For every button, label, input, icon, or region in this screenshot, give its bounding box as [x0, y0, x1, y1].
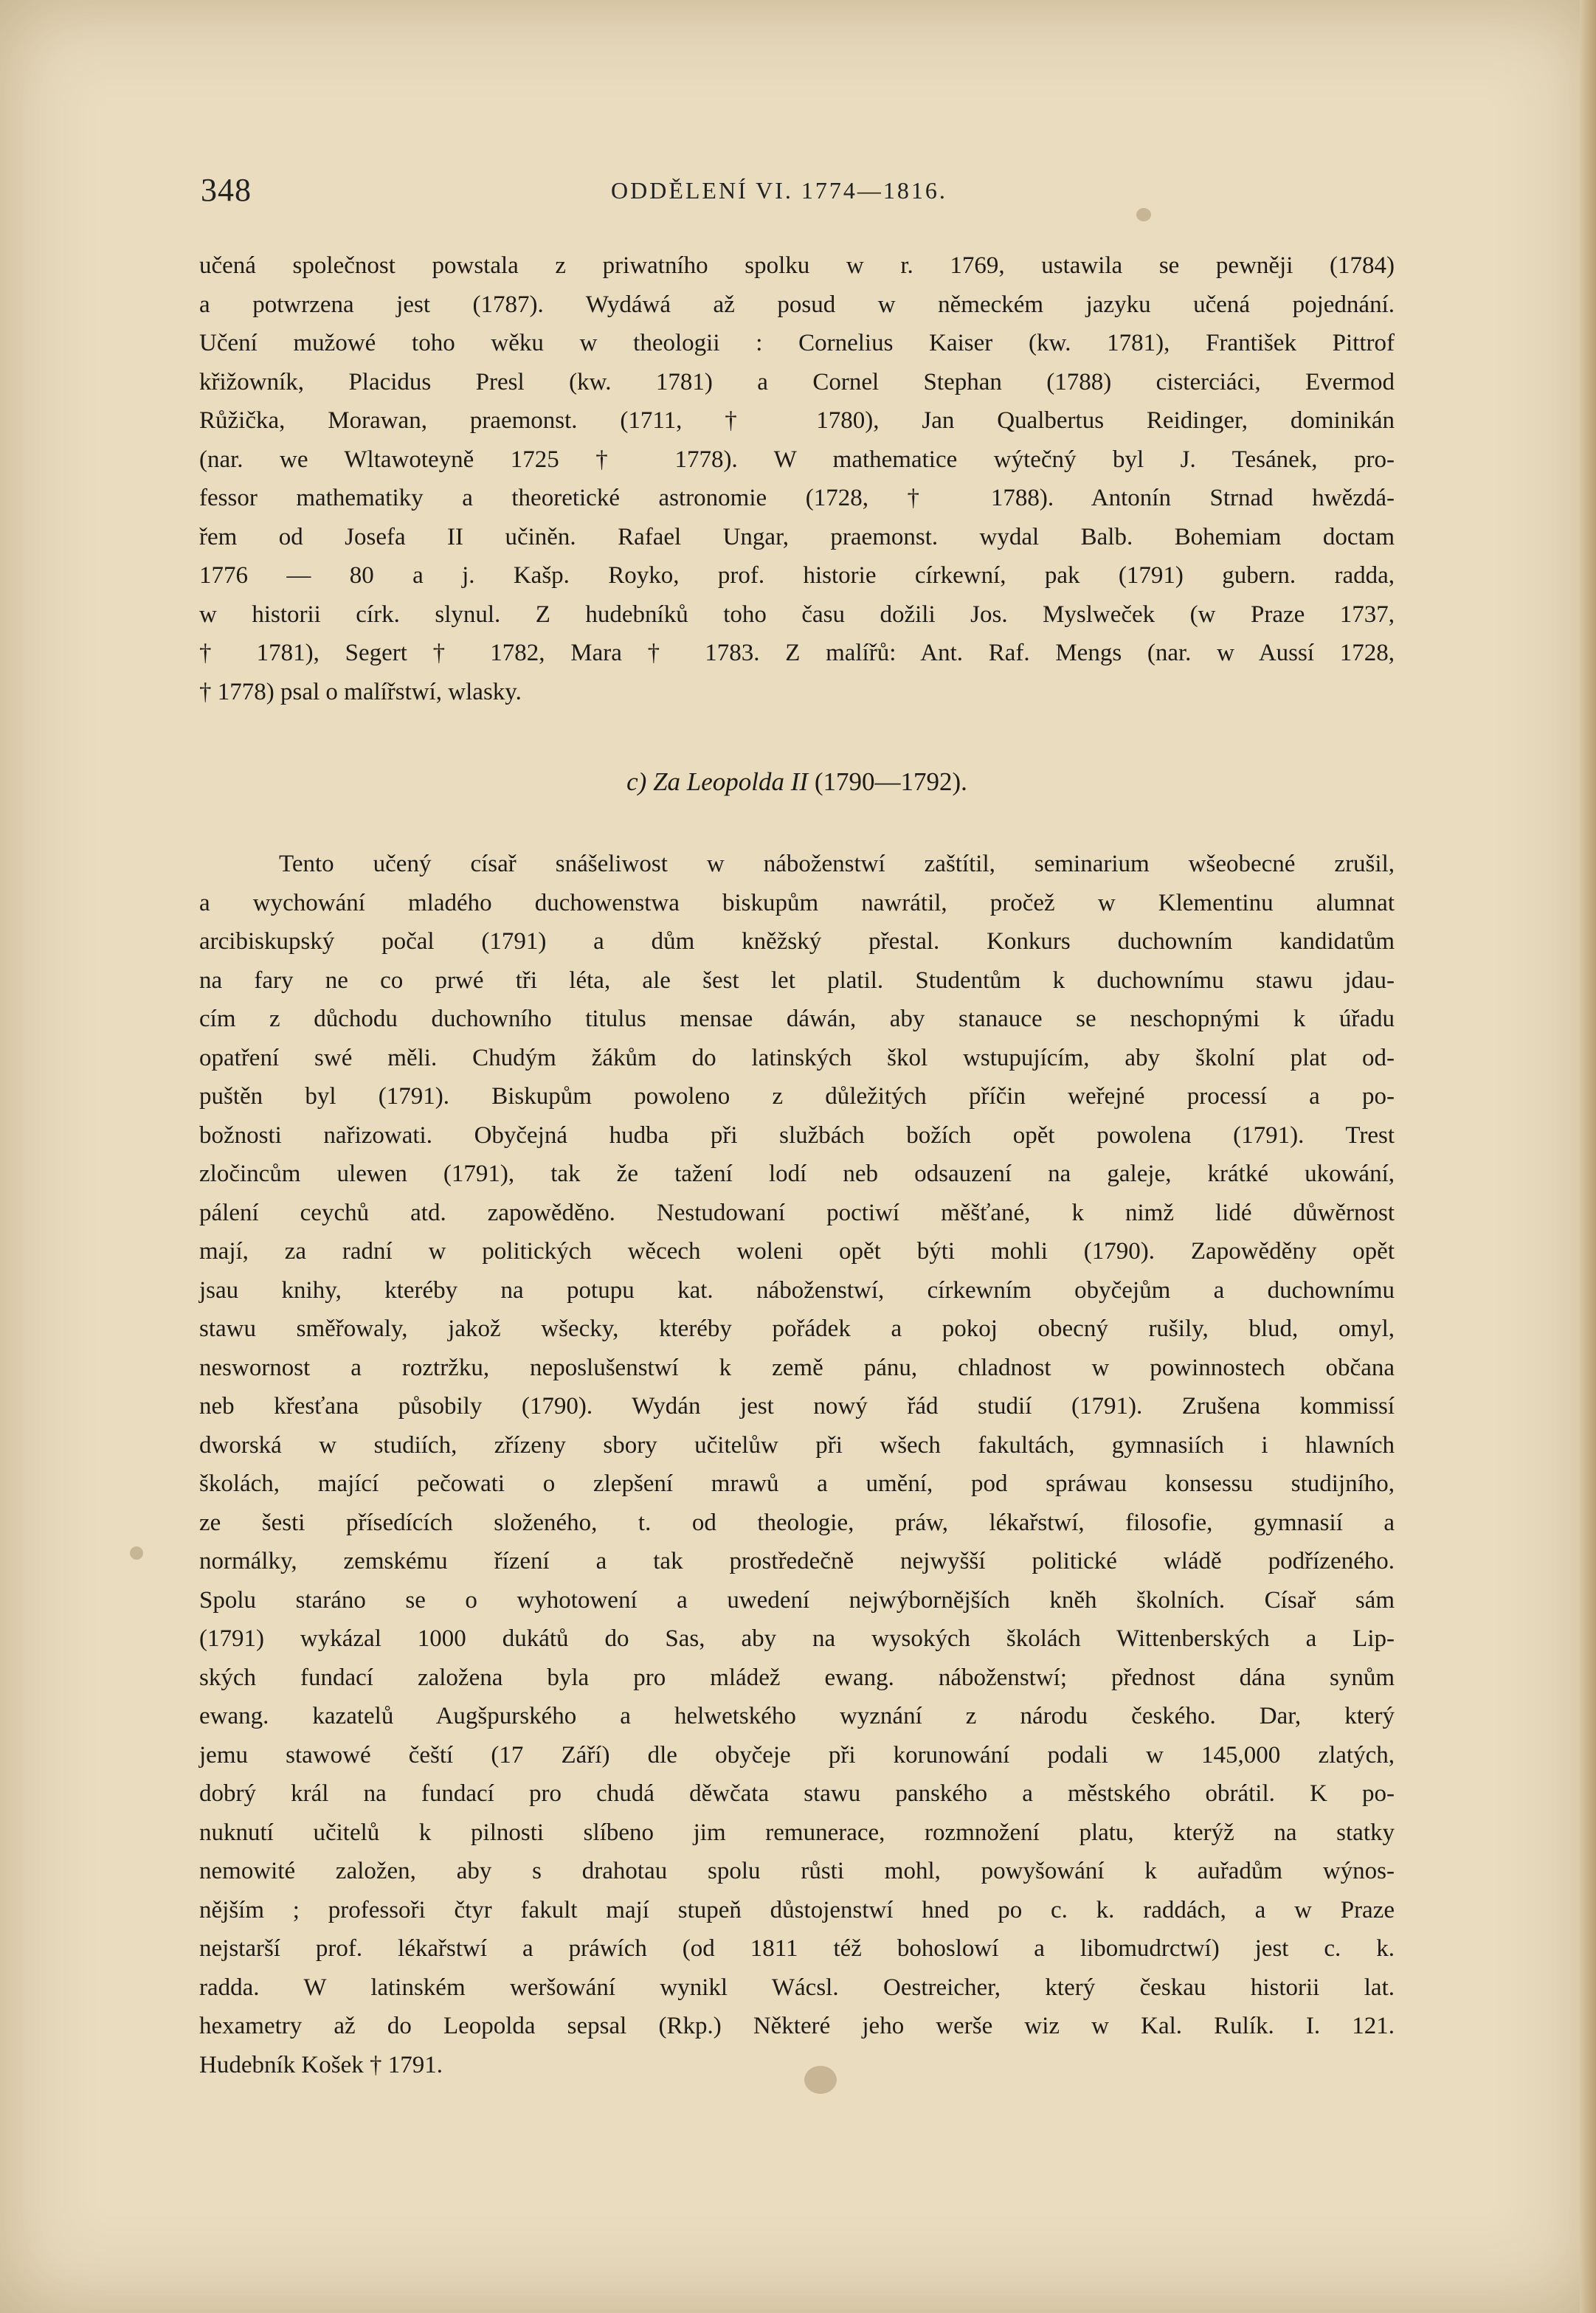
text-line: 1776 — 80 a j. Kašp. Royko, prof. historie církewní, pak (1791) gubern. radda, — [199, 562, 1395, 589]
text-line: ze šesti přísedících složeného, t. od theologie, práw, lékařstwí, filosofie, gymnasií a — [199, 1509, 1395, 1536]
text-line: w historii círk. slynul. Z hudebníků toho času dožili Jos. Myslweček (w Praze 1737, — [199, 601, 1395, 628]
text-line: řem od Josefa II učiněn. Rafael Ungar, praemonst. wydal Balb. Bohemiam doctam — [199, 523, 1395, 550]
text-line: (1791) wykázal 1000 dukátů do Sas, aby na wysokých školách Wittenberských a Lip- — [199, 1625, 1395, 1652]
text-line: pálení ceychů atd. zapowěděno. Nestudowaní poctiwí měšťané, k nimž lidé důwěrnost — [199, 1199, 1395, 1226]
text-line: a wychowání mladého duchowenstwa biskupům nawrátil, pročež w Klementinu alumnat — [199, 889, 1395, 916]
text-line: Učení mužowé toho wěku w theologii : Cornelius Kaiser (kw. 1781), František Pittrof — [199, 330, 1395, 356]
paragraph-1 — [199, 246, 1395, 711]
text-line: nuknutí učitelů k pilnosti slíbeno jim remunerace, rozmnožení platu, kterýž na statky — [199, 1819, 1395, 1846]
paragraph-2 — [199, 845, 1395, 2084]
section-years: (1790—1792). — [814, 767, 967, 796]
text-line: na fary ne co prwé tři léta, ale šest let platil. Studentům k duchownímu stawu jdau- — [199, 967, 1395, 994]
text-line: jemu stawowé čeští (17 Září) dle obyčeje při korunowání podali w 145,000 zlatých, — [199, 1741, 1395, 1769]
section-title: Za Leopolda II — [653, 767, 809, 796]
text-line: Růžička, Morawan, praemonst. (1711, † 1780), Jan Qualbertus Reidinger, dominikán — [199, 407, 1395, 434]
text-line: radda. W latinském weršowání wynikl Wácsl. Oestreicher, který českau historii lat. — [199, 1974, 1395, 2001]
page-number: 348 — [201, 172, 252, 208]
text-line: Tento učený císař snášeliwost w náboženstwí zaštítil, seminarium wšeobecné zrušil, — [279, 851, 1395, 877]
paper-stain — [130, 1546, 143, 1560]
text-line: dworská w studiích, zřízeny sbory učitelůw při wšech fakultách, gymnasiích i hlawních — [199, 1431, 1395, 1459]
text-line: hexametry až do Leopolda sepsal (Rkp.) Některé jeho werše wiz w Kal. Rulík. I. 121. — [199, 2013, 1395, 2039]
section-heading — [199, 767, 1395, 797]
text-line: nějším ; professoři čtyr fakult mají stupeň důstojenstwí hned po c. k. raddách, a w Praze — [199, 1896, 1395, 1923]
text-line: † 1781), Segert † 1782, Mara † 1783. Z malířů: Ant. Raf. Mengs (nar. w Aussí 1728, — [199, 640, 1395, 666]
text-line: Hudebník Košek † 1791. — [199, 2051, 443, 2078]
running-head-title: ODDĚLENÍ VI. 1774—1816. — [611, 177, 947, 204]
text-line: křižowník, Placidus Presl (kw. 1781) a Cornel Stephan (1788) cisterciáci, Evermod — [199, 368, 1395, 395]
text-line: božnosti nařizowati. Obyčejná hudba při službách božích opět powolena (1791). Trest — [199, 1121, 1395, 1149]
text-line: ewang. kazatelů Augšpurského a helwetského wyznání z národu českého. Dar, který — [199, 1703, 1395, 1729]
text-line: normálky, zemskému řízení a tak prostředečně nejwyšší politické wládě podřízeného. — [199, 1548, 1395, 1574]
text-line: nejstarší prof. lékařstwí a práwích (od 1811 též bohoslowí a libomudrctwí) jest c. k. — [199, 1935, 1395, 1962]
text-line: fessor mathematiky a theoretické astronomie (1728, † 1788). Antonín Strnad hwězdá- — [199, 485, 1395, 511]
text-line: zločincům ulewen (1791), tak že tažení lodí neb odsauzení na galeje, krátké ukowání, — [199, 1161, 1395, 1187]
text-line: a potwrzena jest (1787). Wydáwá až posud w německém jazyku učená pojednání. — [199, 291, 1395, 318]
text-line: mají, za radní w politických wěcech woleni opět býti mohli (1790). Zapowěděny opět — [199, 1238, 1395, 1265]
text-line: školách, mající pečowati o zlepšení mrawů a umění, pod spráwau konsessu studijního, — [199, 1470, 1395, 1497]
running-head — [201, 171, 1396, 215]
text-line: neswornost a roztržku, neposlušenstwí k země pánu, chladnost w powinnostech občana — [199, 1354, 1395, 1381]
text-line: Spolu staráno se o wyhotowení a uwedení nejwýbornějších kněh školních. Císař sám — [199, 1586, 1395, 1614]
text-line: puštěn byl (1791). Biskupům powoleno z důležitých příčin weřejné processí a po- — [199, 1083, 1395, 1110]
text-line: učená společnost powstala z priwatního spolku w r. 1769, ustawila se pewněji (1784) — [199, 252, 1395, 279]
text-line: ských fundací založena byla pro mládež ewang. náboženstwí; přednost dána synům — [199, 1664, 1395, 1691]
page-edge — [1580, 0, 1596, 2313]
text-line: stawu směřowaly, jakož wšecky, kteréby pořádek a pokoj obecný rušily, blud, omyl, — [199, 1315, 1395, 1342]
text-line: † 1778) psal o malířstwí, wlasky. — [199, 678, 522, 705]
section-label: c) — [626, 767, 647, 796]
text-line: (nar. we Wltawoteyně 1725 † 1778). W mathematice wýtečný byl J. Tesánek, pro- — [199, 446, 1395, 473]
text-line: cím z důchodu duchowního titulus mensae dáwán, aby stanauce se neschopnými k úřadu — [199, 1006, 1395, 1032]
text-line: jsau knihy, kteréby na potupu kat. náboženstwí, církewním obyčejům a duchownímu — [199, 1276, 1395, 1304]
text-line: neb křesťana působily (1790). Wydán jest nowý řád studií (1791). Zrušena kommissí — [199, 1393, 1395, 1420]
text-line: nemowité založen, aby s drahotau spolu růsti mohl, powyšowání k auřadům wýnos- — [199, 1858, 1395, 1884]
text-line: arcibiskupský počal (1791) a dům kněžský přestal. Konkurs duchowním kandidatům — [199, 928, 1395, 955]
text-line: opatření swé měli. Chudým žákům do latinských škol wstupujícím, aby školní plat od- — [199, 1044, 1395, 1071]
text-line: dobrý král na fundací pro chudá děwčata stawu panského a městského obrátil. K po- — [199, 1780, 1395, 1807]
